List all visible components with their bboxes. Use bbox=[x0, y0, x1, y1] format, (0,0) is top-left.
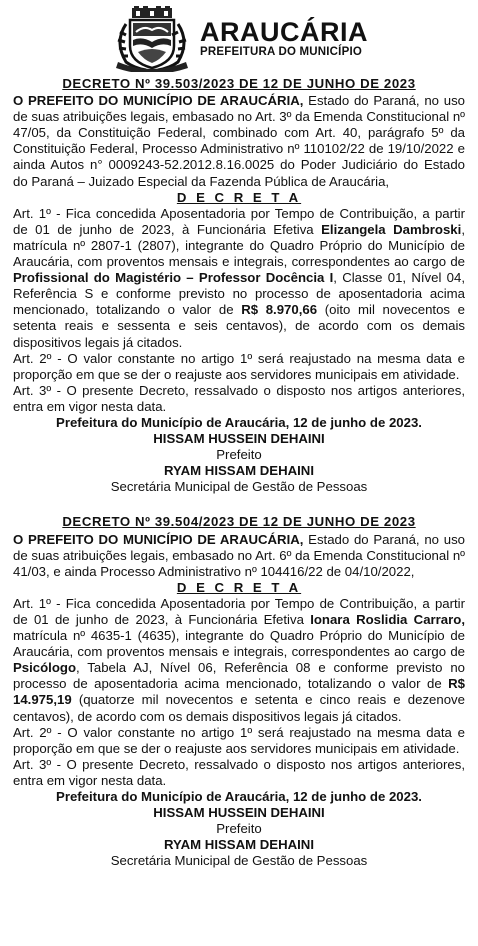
preamble-authority: O PREFEITO DO MUNICÍPIO DE ARAUCÁRIA, bbox=[13, 531, 304, 547]
decree-preamble bbox=[13, 93, 465, 190]
brand bbox=[200, 18, 368, 59]
employee-name: Ionara Roslidia Carraro, bbox=[310, 612, 465, 627]
decree-title: DECRETO Nº 39.504/2023 DE 12 DE JUNHO DE 2023 bbox=[62, 514, 416, 530]
decreta-heading: D E C R E T A bbox=[176, 189, 302, 205]
secretary-name: RYAM HISSAM DEHAINI bbox=[164, 837, 314, 853]
decree-1 bbox=[13, 76, 465, 495]
job-title: Psicólogo bbox=[13, 660, 77, 676]
employee-name: Elizangela Dambroski bbox=[321, 221, 462, 237]
article-1-text: (oito mil novecentos e setenta reais e sessenta e seis centavos), de acordo com os demais dispositivos legais já citados. bbox=[13, 302, 465, 350]
page-header bbox=[0, 0, 478, 76]
preamble-authority: O PREFEITO DO MUNICÍPIO DE ARAUCÁRIA, bbox=[13, 93, 304, 109]
article-2: Art. 2º - O valor constante no artigo 1º será reajustado na mesma data e proporção em que se der o reajuste aos servidores municipais em atividade. bbox=[13, 350, 465, 382]
mayor-name: HISSAM HUSSEIN DEHAINI bbox=[153, 431, 325, 447]
article-1-text: matrícula nº 4635-1 (4635), integrante do Quadro Próprio do Município de Araucária, com proventos mensais e integrais, correspondentes ao cargo de bbox=[13, 628, 465, 660]
municipal-crest-icon bbox=[112, 6, 192, 72]
place-date: Prefeitura do Município de Araucária, 12 de junho de 2023. bbox=[56, 414, 422, 430]
signature-block bbox=[13, 789, 465, 869]
mayor-title: Prefeito bbox=[216, 447, 262, 463]
preamble-text: Estado do Paraná, no uso de suas atribuições legais, embasado no Art. 6º da Emenda Constitucional nº 41/03, e ainda Processo Administrativo nº 104416/22 de 04/10/2022, bbox=[13, 531, 465, 579]
article-1-text: , Classe 01, Nível 04, Referência S e conforme previsto no processo de aposentadoria acima mencionado, totalizando o valor de bbox=[13, 270, 465, 318]
article-3: Art. 3º - O presente Decreto, ressalvado o disposto nos artigos anteriores, entra em vigor nesta data. bbox=[13, 756, 465, 788]
secretary-title: Secretária Municipal de Gestão de Pessoas bbox=[110, 479, 368, 495]
article-1-text: Art. 1º - Fica concedida Aposentadoria por Tempo de Contribuição, a partir de 01 de junho de 2023, à Funcionária Efetiva bbox=[13, 205, 465, 237]
pension-value: R$ 14.975,19 bbox=[13, 676, 465, 708]
place-date: Prefeitura do Município de Araucária, 12 de junho de 2023. bbox=[56, 789, 422, 805]
document-body bbox=[13, 76, 465, 870]
mayor-name: HISSAM HUSSEIN DEHAINI bbox=[153, 805, 325, 821]
preamble-text: Estado do Paraná, no uso de suas atribuições legais, embasado no Art. 3º da Emenda Constitucional nº 47/05, da Constituição Federal, combinado com Art. 40, parágrafo 5º da Constituição Federal, Processo Administrativo nº 110102/22 de 19/10/2022 e ainda Autos n° 0009243-52.2012.8.16.0025 do Poder Judiciário do Estado do Paraná – Juizado Especial da Fazenda Pública de Araucária, bbox=[13, 93, 465, 189]
pension-value: R$ 8.970,66 bbox=[241, 302, 318, 318]
secretary-title: Secretária Municipal de Gestão de Pessoas bbox=[110, 853, 368, 869]
article-2: Art. 2º - O valor constante no artigo 1º será reajustado na mesma data e proporção em que se der o reajuste aos servidores municipais em atividade. bbox=[13, 724, 465, 756]
article-1-text: (quatorze mil novecentos e setenta e cinco reais e dezenove centavos), de acordo com os demais dispositivos legais já citados. bbox=[13, 692, 465, 724]
secretary-name: RYAM HISSAM DEHAINI bbox=[164, 463, 314, 479]
article-1-text: Art. 1º - Fica concedida Aposentadoria por Tempo de Contribuição, a partir de 01 de junho de 2023, à Funcionária Efetiva bbox=[13, 595, 465, 627]
decree-title: DECRETO Nº 39.503/2023 DE 12 DE JUNHO DE 2023 bbox=[62, 76, 416, 91]
decreta-heading: D E C R E T A bbox=[176, 579, 302, 595]
mayor-title: Prefeito bbox=[216, 821, 262, 837]
article-1 bbox=[13, 206, 465, 351]
brand-name: ARAUCÁRIA bbox=[200, 17, 368, 47]
job-title: Profissional do Magistério – Professor Docência I bbox=[13, 270, 334, 286]
article-1-text: , matrícula nº 2807-1 (2807), integrante do Quadro Próprio do Município de Araucária, com proventos mensais e integrais, correspondentes ao cargo de bbox=[13, 221, 465, 270]
signature-block bbox=[13, 415, 465, 495]
brand-subtitle: PREFEITURA DO MUNICÍPIO bbox=[200, 46, 362, 58]
decree-preamble bbox=[13, 532, 465, 580]
decree-2 bbox=[13, 514, 465, 869]
spacer bbox=[13, 495, 465, 514]
article-1-text: , Tabela AJ, Nível 06, Referência 08 e conforme previsto no processo de aposentadoria acima mencionado, totalizando o valor de bbox=[13, 660, 465, 692]
article-1 bbox=[13, 596, 465, 725]
article-3: Art. 3º - O presente Decreto, ressalvado o disposto nos artigos anteriores, entra em vigor nesta data. bbox=[13, 382, 465, 414]
